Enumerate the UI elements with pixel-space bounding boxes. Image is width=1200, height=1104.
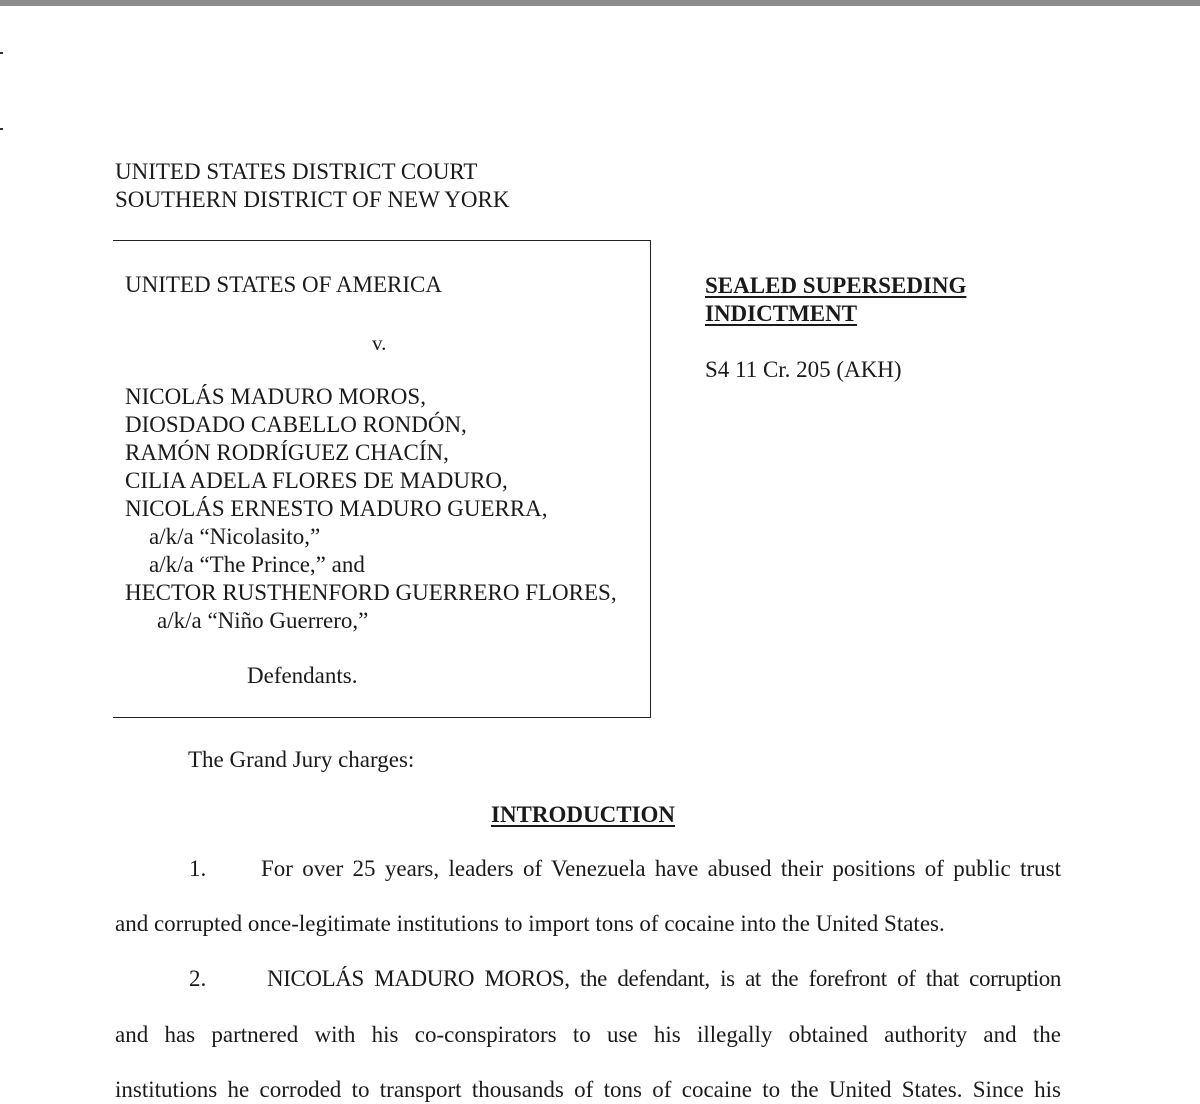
defendant-name: NICOLÁS MADURO MOROS, — [125, 384, 426, 409]
defendant-name: RAMÓN RODRÍGUEZ CHACÍN, — [125, 440, 449, 465]
paragraph-line: NICOLÁS MADURO MOROS, the defendant, is at the forefront of that corruption — [267, 966, 1061, 991]
paragraph-line: and has partnered with his co-conspirators to use his illegally obtained authority and the — [115, 1022, 1061, 1047]
defendant-alias: a/k/a “Nicolasito,” — [149, 524, 321, 549]
defendant-name: DIOSDADO CABELLO RONDÓN, — [125, 412, 467, 437]
scan-edge-mark — [0, 52, 3, 54]
paragraph-number: 1. — [189, 856, 207, 881]
court-name-line2: SOUTHERN DISTRICT OF NEW YORK — [115, 187, 510, 212]
defendant-alias: a/k/a “The Prince,” and — [149, 552, 365, 577]
paragraph-number: 2. — [189, 966, 207, 991]
paragraph-line: For over 25 years, leaders of Venezuela have abused their positions of public trust — [261, 856, 1061, 881]
versus-label: v. — [372, 331, 387, 355]
scan-edge-mark — [0, 128, 3, 130]
court-name-line1: UNITED STATES DISTRICT COURT — [115, 159, 478, 184]
defendant-name: NICOLÁS ERNESTO MADURO GUERRA, — [125, 496, 548, 521]
plaintiff-name: UNITED STATES OF AMERICA — [125, 272, 442, 297]
defendants-label: Defendants. — [247, 663, 358, 688]
case-number: S4 11 Cr. 205 (AKH) — [705, 357, 902, 382]
section-heading: INTRODUCTION — [491, 802, 676, 827]
defendant-alias: a/k/a “Niño Guerrero,” — [157, 608, 369, 633]
defendant-name: CILIA ADELA FLORES DE MADURO, — [125, 468, 508, 493]
paragraph-line: and corrupted once-legitimate institutions to import tons of cocaine into the United States. — [115, 911, 945, 936]
document-title-line2: INDICTMENT — [705, 301, 858, 326]
document-title-line1: SEALED SUPERSEDING — [705, 273, 967, 298]
defendant-name: HECTOR RUSTHENFORD GUERRERO FLORES, — [125, 580, 617, 605]
top-border-bar — [0, 0, 1200, 6]
paragraph-line: institutions he corroded to transport thousands of tons of cocaine to the United States. Since his — [115, 1077, 1061, 1102]
grand-jury-charges: The Grand Jury charges: — [188, 747, 415, 772]
